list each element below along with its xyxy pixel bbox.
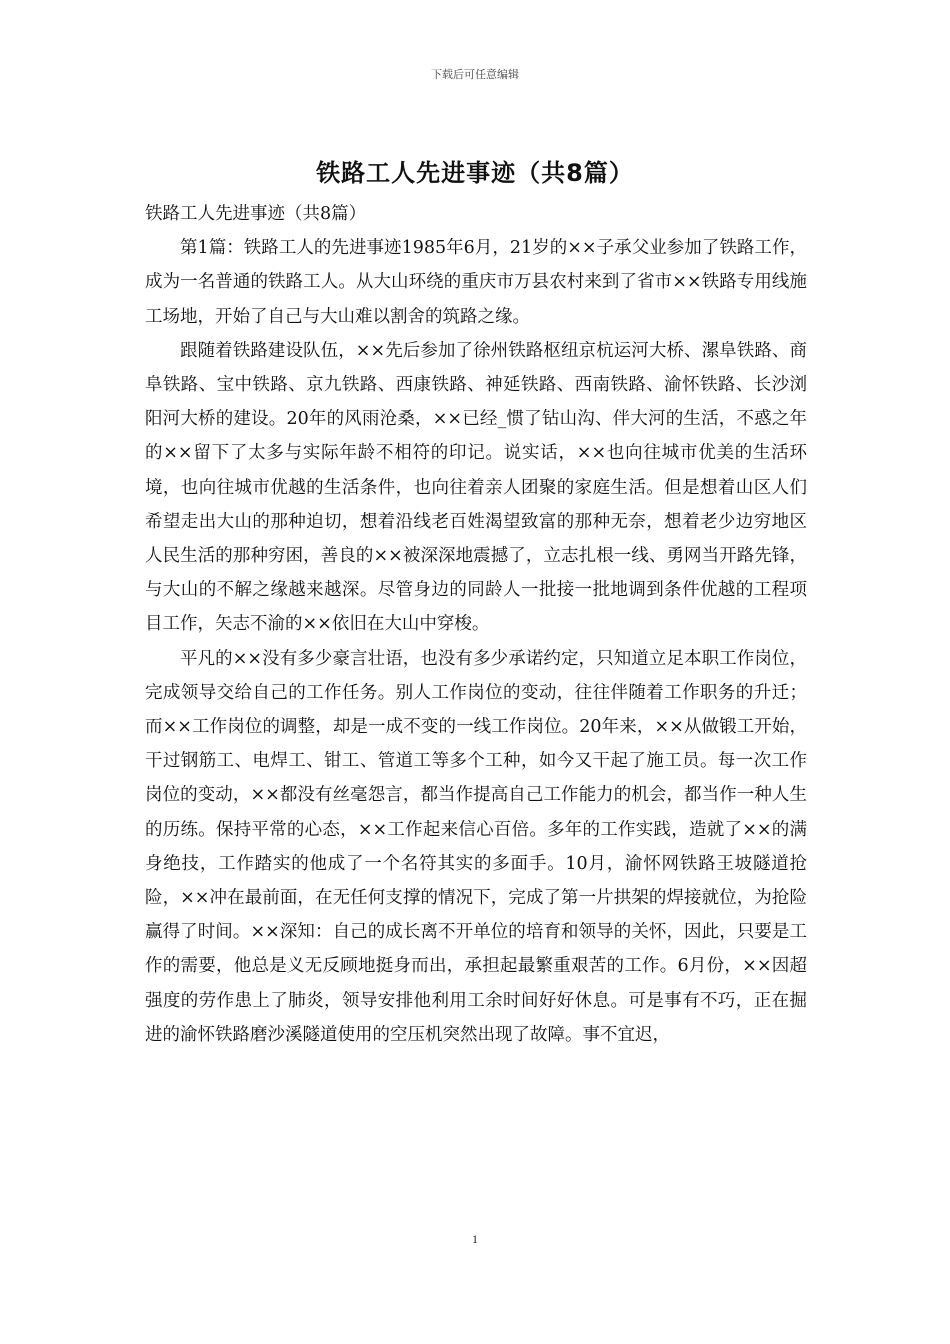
page-header: 下载后可任意编辑 [431,68,519,81]
document-title: 铁路工人先进事迹（共8篇） [316,159,634,187]
document-body [145,197,807,1052]
paragraph-3: 平凡的××没有多少豪言壮语，也没有多少承诺约定，只知道立足本职工作岗位，完成领导交给自己的工作任务。别人工作岗位的变动，往往伴随着工作职务的升迁；而××工作岗位的调整，却是一成不变的一线工作岗位。20年来，××从做锻工开始，干过钢筋工、电焊工、钳工、管道工等多个工种，如今又干起了施工员。每一次工作岗位的变动，××都没有丝毫怨言，都当作提高自己工作能力的机会，都当作一种人生的历练。保持平常的心态，××工作起来信心百倍。多年的工作实践，造就了××的满身绝技，工作踏实的他成了一个名符其实的多面手。10月，渝怀网铁路王坡隧道抢险，××冲在最前面，在无任何支撑的情况下，完成了第一片拱架的焊接就位，为抢险赢得了时间。××深知：自己的成长离不开单位的培育和领导的关怀，因此，只要是工作的需要，他总是义无反顾地挺身而出，承担起最繁重艰苦的工作。6月份，××因超强度的劳作患上了肺炎，领导安排他利用工余时间好好休息。可是事有不巧，正在掘进的渝怀铁路磨沙溪隧道使用的空压机突然出现了故障。事不宜迟， [145,648,807,1045]
paragraph-1: 第1篇：铁路工人的先进事迹1985年6月，21岁的××子承父业参加了铁路工作，成为一名普通的铁路工人。从大山环绕的重庆市万县农村来到了省市××铁路专用线施工场地，开始了自己与大山难以割舍的筑路之缘。 [145,238,807,327]
page-number: 1 [472,1232,478,1246]
document-subtitle: 铁路工人先进事迹（共8篇） [145,204,367,224]
paragraph-2: 跟随着铁路建设队伍，××先后参加了徐州铁路枢纽京杭运河大桥、漯阜铁路、商阜铁路、宝中铁路、京九铁路、西康铁路、神延铁路、西南铁路、渝怀铁路、长沙浏阳河大桥的建设。20年的风雨沧桑，××已经_惯了钻山沟、伴大河的生活，不惑之年的××留下了太多与实际年龄不相符的印记。说实话，××也向往城市优美的生活环境，也向往城市优越的生活条件，也向往着亲人团聚的家庭生活。但是想着山区人们希望走出大山的那种迫切，想着沿线老百姓渴望致富的那种无奈，想着老少边穷地区人民生活的那种穷困，善良的××被深深地震撼了，立志扎根一线、勇网当开路先锋，与大山的不解之缘越来越深。尽管身边的同龄人一批接一批地调到条件优越的工程项目工作，矢志不渝的××依旧在大山中穿梭。 [145,340,807,635]
